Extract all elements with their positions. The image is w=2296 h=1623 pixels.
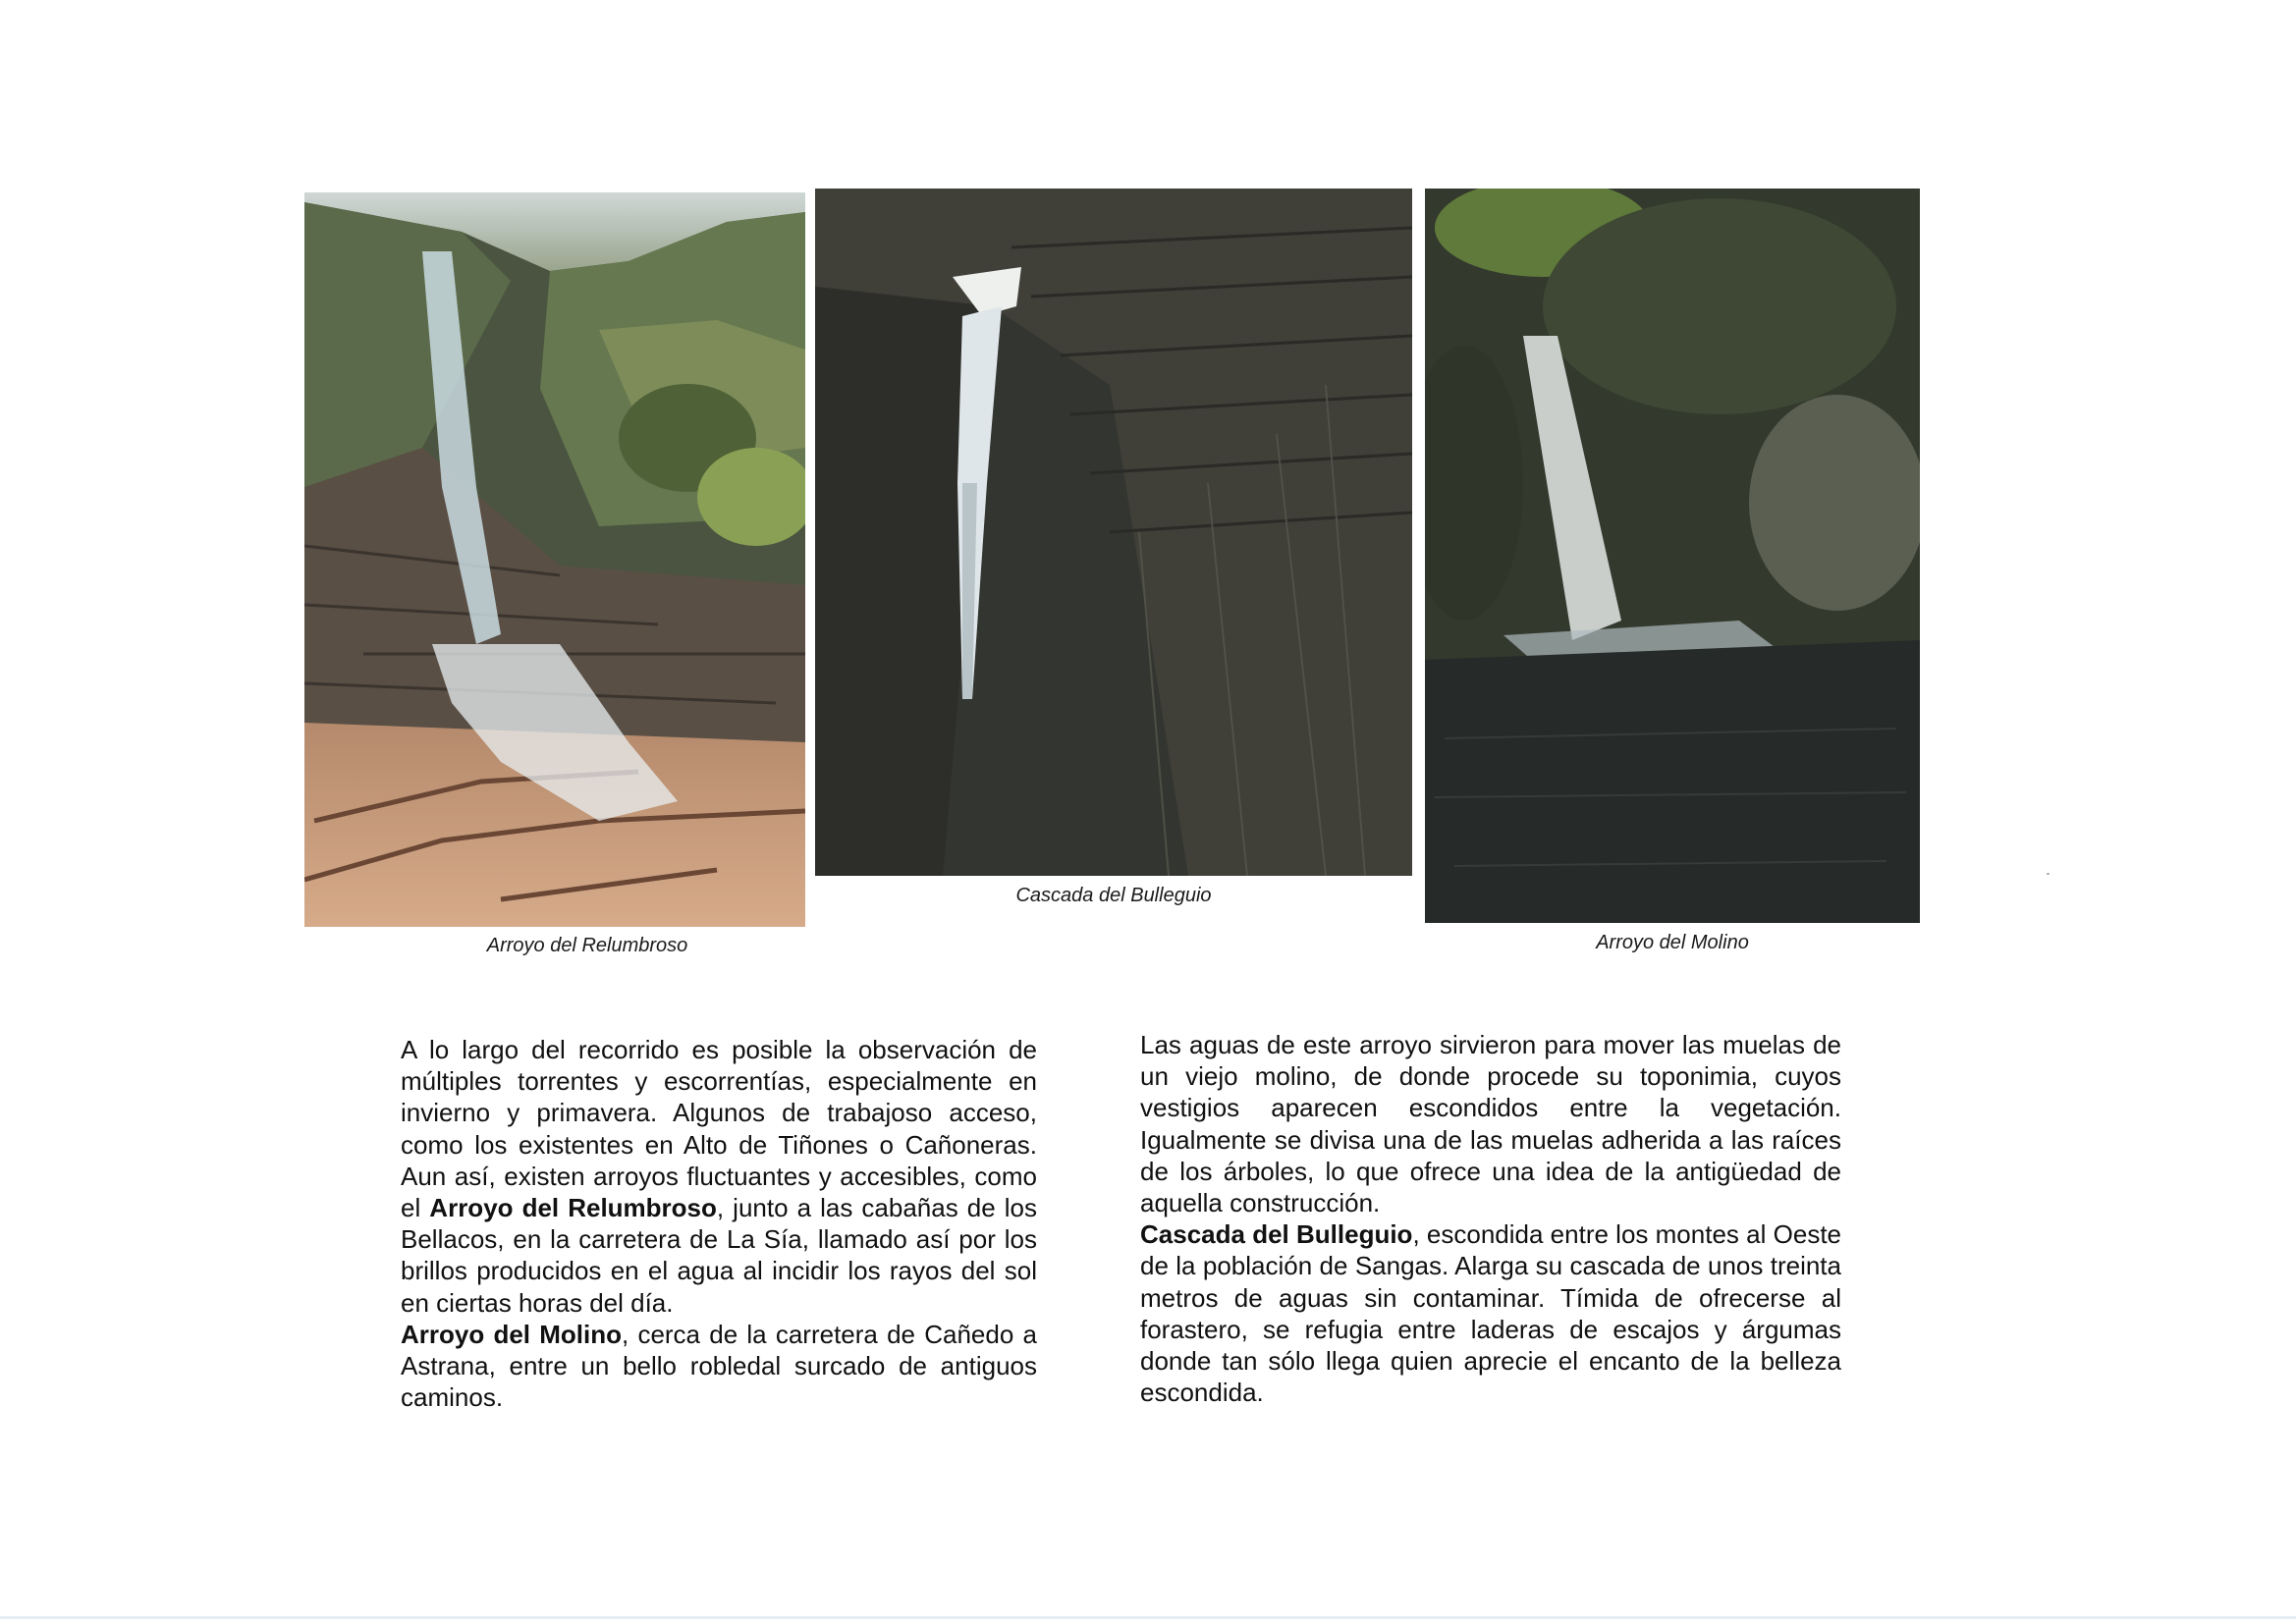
scan-speck [2047,873,2050,875]
scan-edge-line [0,1616,2296,1619]
photo-caption: Cascada del Bulleguio [1015,885,1212,906]
paragraph: Las aguas de este arroyo sirvieron para mover las muelas de un viejo molino, de donde procede su toponimia, cuyos vestigios aparecen escondidos entre la vegetación. Igualmente se divisa una de las muelas adherida a las raíces de los árboles, lo que ofrece una idea de la antigüedad de aquella construcción. [1140,1030,1841,1218]
paragraph: Cascada del Bulleguio, escondida entre los montes al Oeste de la población de Sangas. Alarga su cascada de unos treinta metros de aguas sin contaminar. Tímida de ofrecerse al forastero, se refugia entre laderas de escajos y árgumas donde tan sólo llega quien aprecie el encanto de la belleza escondida. [1140,1219,1841,1408]
paragraph: Arroyo del Molino, cerca de la carretera de Cañedo a Astrana, entre un bello robledal surcado de antiguos caminos. [401,1319,1037,1413]
photo-cascada-del-bulleguio [815,189,1412,876]
paragraph: A lo largo del recorrido es posible la observación de múltiples torrentes y escorrentías, especialmente en invierno y primavera. Algunos de trabajoso acceso, como los existentes en Alto de Tiñones o Cañoneras. Aun así, existen arroyos fluctuantes y accesibles, como el Arroyo del Relumbroso, junto a las cabañas de los Bellacos, en la carretera de La Sía, llamado así por los brillos producidos en el agua al incidir los rayos del sol en ciertas horas del día. [401,1035,1037,1318]
photo-caption: Arroyo del Relumbroso [486,935,688,956]
left-text-column [401,1034,1037,1413]
right-text-column [1140,1029,1841,1408]
photo-arroyo-del-relumbroso [304,192,805,927]
photo-caption: Arroyo del Molino [1596,932,1749,953]
photo-arroyo-del-molino [1425,189,1920,923]
